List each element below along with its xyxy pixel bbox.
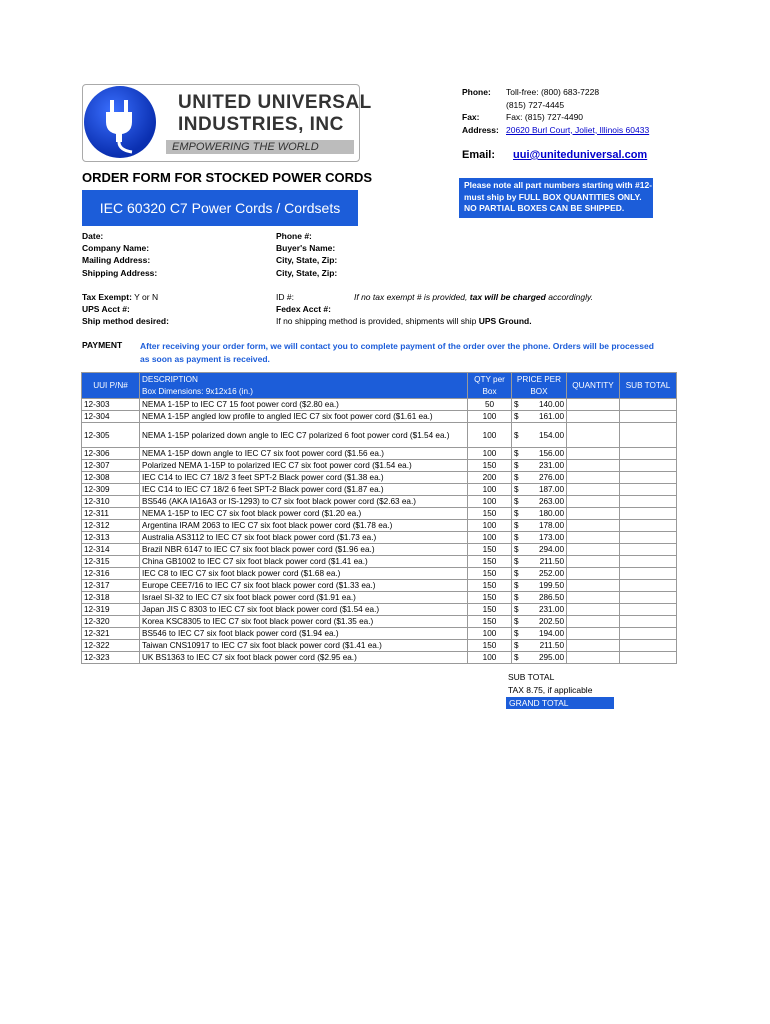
phone-value: Toll-free: (800) 683-7228 [506, 87, 600, 97]
row-quantity-input[interactable] [567, 616, 620, 628]
row-quantity-input[interactable] [567, 544, 620, 556]
row-subtotal [620, 604, 677, 616]
row-part-number: 12-307 [82, 460, 140, 472]
email-link[interactable]: uui@uniteduniversal.com [513, 149, 648, 161]
row-qty-per-box: 150 [468, 640, 512, 652]
row-qty-per-box: 150 [468, 568, 512, 580]
row-qty-per-box: 100 [468, 652, 512, 664]
table-row [82, 652, 677, 664]
row-price-cell [512, 460, 567, 472]
row-qty-per-box: 150 [468, 592, 512, 604]
row-quantity-input[interactable] [567, 628, 620, 640]
row-currency: $ [514, 629, 519, 638]
row-price-cell [512, 652, 567, 664]
row-qty-per-box: 150 [468, 508, 512, 520]
form-title: ORDER FORM FOR STOCKED POWER CORDS [82, 170, 373, 185]
row-quantity-input[interactable] [567, 604, 620, 616]
row-currency: $ [514, 605, 519, 614]
row-qty-per-box: 150 [468, 544, 512, 556]
row-subtotal [620, 448, 677, 460]
tax-exempt-label: Tax Exempt: [82, 292, 132, 302]
tax-exempt-value[interactable]: Y or N [134, 292, 159, 302]
grand-total-label: GRAND TOTAL [506, 697, 614, 709]
table-row [82, 628, 677, 640]
row-currency: $ [514, 581, 519, 590]
city-state-zip-field[interactable]: City, State, Zip: [276, 255, 338, 266]
table-row [82, 472, 677, 484]
row-currency: $ [514, 485, 519, 494]
table-row [82, 580, 677, 592]
fax-label: Fax: [462, 112, 480, 122]
table-row [82, 496, 677, 508]
row-price-cell [512, 616, 567, 628]
row-qty-per-box: 150 [468, 556, 512, 568]
row-quantity-input[interactable] [567, 568, 620, 580]
row-qty-per-box: 150 [468, 616, 512, 628]
row-part-number: 12-319 [82, 604, 140, 616]
row-currency: $ [514, 617, 519, 626]
shipping-address-field[interactable]: Shipping Address: [82, 267, 158, 278]
row-description: IEC C14 to IEC C7 18/2 3 feet SPT-2 Black power cord ($1.38 ea.) [140, 472, 468, 484]
table-row [82, 544, 677, 556]
row-part-number: 12-316 [82, 568, 140, 580]
row-quantity-input[interactable] [567, 580, 620, 592]
payment-label: PAYMENT [82, 340, 123, 350]
row-quantity-input[interactable] [567, 411, 620, 423]
series-title: IEC 60320 C7 Power Cords / Cordsets [82, 190, 358, 226]
fedex-acct-field[interactable]: Fedex Acct #: [276, 304, 331, 315]
row-qty-per-box: 100 [468, 628, 512, 640]
row-price: 180.00 [538, 509, 564, 518]
phone-field[interactable]: Phone #: [276, 231, 312, 241]
col-header-subtotal: SUB TOTAL [620, 373, 677, 399]
row-price-cell [512, 508, 567, 520]
col-header-price: PRICE PER BOX [512, 373, 567, 399]
row-subtotal [620, 399, 677, 411]
row-description: BS546 to IEC C7 six foot black power cord ($1.94 ea.) [140, 628, 468, 640]
row-part-number: 12-312 [82, 520, 140, 532]
customer-fields-left [82, 230, 157, 279]
subtotal-label: SUB TOTAL [508, 672, 555, 682]
row-price: 156.00 [538, 449, 564, 458]
row-description: NEMA 1-15P to IEC C7 15 foot power cord ($2.80 ea.) [140, 399, 468, 411]
col-header-qty: QTY per Box [468, 373, 512, 399]
row-part-number: 12-317 [82, 580, 140, 592]
contact-block [462, 86, 649, 136]
email-label: Email: [462, 149, 496, 161]
table-row [82, 556, 677, 568]
row-quantity-input[interactable] [567, 472, 620, 484]
row-quantity-input[interactable] [567, 652, 620, 664]
col-header-pn: UUI P/N# [82, 373, 140, 399]
row-subtotal [620, 411, 677, 423]
row-price: 194.00 [538, 629, 564, 638]
row-price: 140.00 [538, 400, 564, 409]
row-currency: $ [514, 430, 519, 440]
row-subtotal [620, 556, 677, 568]
row-description: China GB1002 to IEC C7 six foot black power cord ($1.41 ea.) [140, 556, 468, 568]
row-description: Australia AS3112 to IEC C7 six foot black power cord ($1.73 ea.) [140, 532, 468, 544]
table-row [82, 532, 677, 544]
row-currency: $ [514, 641, 519, 650]
table-row [82, 520, 677, 532]
row-currency: $ [514, 400, 519, 409]
row-price-cell [512, 544, 567, 556]
row-description: Europe CEE7/16 to IEC C7 six foot black power cord ($1.33 ea.) [140, 580, 468, 592]
row-qty-per-box: 150 [468, 460, 512, 472]
row-quantity-input[interactable] [567, 460, 620, 472]
row-qty-per-box: 100 [468, 423, 512, 448]
row-price: 202.50 [538, 617, 564, 626]
row-part-number: 12-318 [82, 592, 140, 604]
row-quantity-input[interactable] [567, 592, 620, 604]
row-description: Brazil NBR 6147 to IEC C7 six foot black power cord ($1.96 ea.) [140, 544, 468, 556]
row-price-cell [512, 592, 567, 604]
row-part-number: 12-315 [82, 556, 140, 568]
table-row [82, 484, 677, 496]
row-part-number: 12-322 [82, 640, 140, 652]
row-part-number: 12-310 [82, 496, 140, 508]
row-quantity-input[interactable] [567, 532, 620, 544]
ship-note: If no shipping method is provided, shipments will ship [276, 316, 477, 327]
row-price-cell [512, 628, 567, 640]
row-price: 294.00 [538, 545, 564, 554]
id-field[interactable]: ID #: [276, 292, 294, 302]
row-price-cell [512, 640, 567, 652]
row-price: 199.50 [538, 581, 564, 590]
row-part-number: 12-308 [82, 472, 140, 484]
row-description: Argentina IRAM 2063 to IEC C7 six foot black power cord ($1.78 ea.) [140, 520, 468, 532]
row-quantity-input[interactable] [567, 423, 620, 448]
row-currency: $ [514, 412, 519, 421]
row-subtotal [620, 472, 677, 484]
row-price-cell [512, 399, 567, 411]
row-price: 161.00 [538, 412, 564, 421]
customer-fields-right [276, 230, 337, 279]
row-price-cell [512, 532, 567, 544]
row-subtotal [620, 520, 677, 532]
company-tagline: EMPOWERING THE WORLD [172, 141, 319, 153]
tax-note-bold: tax will be charged [469, 292, 546, 302]
row-price: 187.00 [538, 485, 564, 494]
row-part-number: 12-320 [82, 616, 140, 628]
row-currency: $ [514, 593, 519, 602]
col-header-desc-sub: Box Dimensions: 9x12x16 (in.) [140, 386, 468, 399]
row-currency: $ [514, 473, 519, 482]
row-subtotal [620, 652, 677, 664]
row-subtotal [620, 496, 677, 508]
col-header-desc: DESCRIPTION [140, 373, 468, 386]
row-part-number: 12-304 [82, 411, 140, 423]
row-price-cell [512, 448, 567, 460]
date-field[interactable]: Date: [82, 231, 104, 241]
row-qty-per-box: 100 [468, 520, 512, 532]
table-row [82, 568, 677, 580]
payment-text: After receiving your order form, we will contact you to complete payment of the order over the phone. Orders will be processed as soon as payment is received. [140, 341, 654, 364]
row-qty-per-box: 50 [468, 399, 512, 411]
row-quantity-input[interactable] [567, 448, 620, 460]
row-part-number: 12-311 [82, 508, 140, 520]
mailing-address-field[interactable]: Mailing Address: [82, 255, 151, 266]
row-currency: $ [514, 545, 519, 554]
row-price-cell [512, 496, 567, 508]
full-box-note: Please note all part numbers starting with #12- must ship by FULL BOX QUANTITIES ONLY. NO PARTIAL BOXES CAN BE SHIPPED. [459, 178, 653, 218]
row-part-number: 12-313 [82, 532, 140, 544]
row-qty-per-box: 100 [468, 484, 512, 496]
row-price: 263.00 [538, 497, 564, 506]
row-part-number: 12-305 [82, 423, 140, 448]
row-quantity-input[interactable] [567, 399, 620, 411]
row-part-number: 12-314 [82, 544, 140, 556]
row-price: 276.00 [538, 473, 564, 482]
row-price: 154.00 [538, 430, 564, 440]
row-price-cell [512, 520, 567, 532]
row-subtotal [620, 580, 677, 592]
row-subtotal [620, 484, 677, 496]
buyer-name-field[interactable]: Buyer's Name: [276, 243, 336, 254]
row-price: 173.00 [538, 533, 564, 542]
row-price: 178.00 [538, 521, 564, 530]
row-description: Israel SI-32 to IEC C7 six foot black power cord ($1.91 ea.) [140, 592, 468, 604]
tax-note: If no tax exempt # is provided, [354, 292, 468, 302]
row-description: BS546 (AKA IA16A3 or IS-1293) to C7 six foot black power cord ($2.63 ea.) [140, 496, 468, 508]
order-table [81, 372, 677, 664]
row-price: 211.50 [539, 641, 564, 650]
address-label: Address: [462, 124, 499, 135]
row-subtotal [620, 508, 677, 520]
row-part-number: 12-306 [82, 448, 140, 460]
table-row [82, 604, 677, 616]
power-plug-icon [84, 86, 156, 158]
phone-label: Phone: [462, 87, 491, 97]
row-price: 252.00 [538, 569, 564, 578]
row-price-cell [512, 411, 567, 423]
row-description: Japan JIS C 8303 to IEC C7 six foot black power cord ($1.54 ea.) [140, 604, 468, 616]
table-row [82, 448, 677, 460]
row-description: NEMA 1-15P down angle to IEC C7 six foot power cord ($1.56 ea.) [140, 448, 468, 460]
tax-left [82, 291, 169, 328]
row-price-cell [512, 604, 567, 616]
ups-acct-field[interactable]: UPS Acct #: [82, 304, 130, 315]
tax-right [276, 291, 656, 328]
row-quantity-input[interactable] [567, 556, 620, 568]
row-description: NEMA 1-15P to IEC C7 six foot black power cord ($1.20 ea.) [140, 508, 468, 520]
table-row [82, 399, 677, 411]
row-description: UK BS1363 to IEC C7 six foot black power cord ($2.95 ea.) [140, 652, 468, 664]
row-price: 211.50 [539, 557, 564, 566]
row-quantity-input[interactable] [567, 496, 620, 508]
row-currency: $ [514, 521, 519, 530]
row-description: NEMA 1-15P angled low profile to angled IEC C7 six foot power cord ($1.61 ea.) [140, 411, 468, 423]
company-name: UNITED UNIVERSAL INDUSTRIES, INC [178, 92, 372, 135]
row-price-cell [512, 484, 567, 496]
row-description: NEMA 1-15P polarized down angle to IEC C7 polarized 6 foot power cord ($1.54 ea.) [140, 423, 468, 448]
row-part-number: 12-321 [82, 628, 140, 640]
table-row [82, 423, 677, 448]
row-description: IEC C8 to IEC C7 six foot black power cord ($1.68 ea.) [140, 568, 468, 580]
row-currency: $ [514, 653, 519, 662]
row-price: 231.00 [538, 605, 564, 614]
city-state-zip-field-2[interactable]: City, State, Zip: [276, 267, 338, 278]
ship-note-bold: UPS Ground. [478, 316, 532, 327]
row-currency: $ [514, 569, 519, 578]
row-qty-per-box: 100 [468, 496, 512, 508]
phone-value-2: (815) 727-4445 [506, 99, 565, 110]
row-currency: $ [514, 509, 519, 518]
row-part-number: 12-303 [82, 399, 140, 411]
row-subtotal [620, 592, 677, 604]
row-qty-per-box: 150 [468, 604, 512, 616]
row-qty-per-box: 100 [468, 532, 512, 544]
row-price-cell [512, 568, 567, 580]
row-description: Taiwan CNS10917 to IEC C7 six foot black power cord ($1.41 ea.) [140, 640, 468, 652]
row-subtotal [620, 423, 677, 448]
row-price-cell [512, 423, 567, 448]
row-quantity-input[interactable] [567, 484, 620, 496]
row-quantity-input[interactable] [567, 508, 620, 520]
row-part-number: 12-309 [82, 484, 140, 496]
table-row [82, 640, 677, 652]
row-part-number: 12-323 [82, 652, 140, 664]
row-price-cell [512, 472, 567, 484]
row-qty-per-box: 200 [468, 472, 512, 484]
ship-method-field[interactable]: Ship method desired: [82, 316, 169, 327]
address-link[interactable]: 20620 Burl Court, Joliet, Illinois 60433 [506, 124, 650, 135]
row-qty-per-box: 100 [468, 411, 512, 423]
tax-label: TAX 8.75, if applicable [508, 685, 593, 695]
row-subtotal [620, 544, 677, 556]
row-description: Polarized NEMA 1-15P to polarized IEC C7 six foot power cord ($1.54 ea.) [140, 460, 468, 472]
table-row [82, 592, 677, 604]
row-currency: $ [514, 497, 519, 506]
row-subtotal [620, 640, 677, 652]
row-price-cell [512, 556, 567, 568]
row-currency: $ [514, 461, 519, 470]
row-price: 286.50 [538, 593, 564, 602]
row-qty-per-box: 100 [468, 448, 512, 460]
row-currency: $ [514, 533, 519, 542]
row-description: Korea KSC8305 to IEC C7 six foot black power cord ($1.35 ea.) [140, 616, 468, 628]
table-row [82, 460, 677, 472]
table-row [82, 411, 677, 423]
row-quantity-input[interactable] [567, 640, 620, 652]
row-subtotal [620, 568, 677, 580]
col-header-quantity: QUANTITY [567, 373, 620, 399]
tax-note-end: accordingly. [548, 292, 593, 302]
row-currency: $ [514, 449, 519, 458]
row-subtotal [620, 532, 677, 544]
table-row [82, 616, 677, 628]
email-row [462, 149, 647, 161]
row-price-cell [512, 580, 567, 592]
fax-value: Fax: (815) 727-4490 [506, 112, 584, 122]
row-price: 295.00 [538, 653, 564, 662]
table-row [82, 508, 677, 520]
row-price: 231.00 [538, 461, 564, 470]
row-subtotal [620, 460, 677, 472]
row-qty-per-box: 150 [468, 580, 512, 592]
company-name-field[interactable]: Company Name: [82, 243, 150, 254]
row-description: IEC C14 to IEC C7 18/2 6 feet SPT-2 Black power cord ($1.87 ea.) [140, 484, 468, 496]
row-currency: $ [514, 557, 519, 566]
row-subtotal [620, 616, 677, 628]
row-quantity-input[interactable] [567, 520, 620, 532]
row-subtotal [620, 628, 677, 640]
